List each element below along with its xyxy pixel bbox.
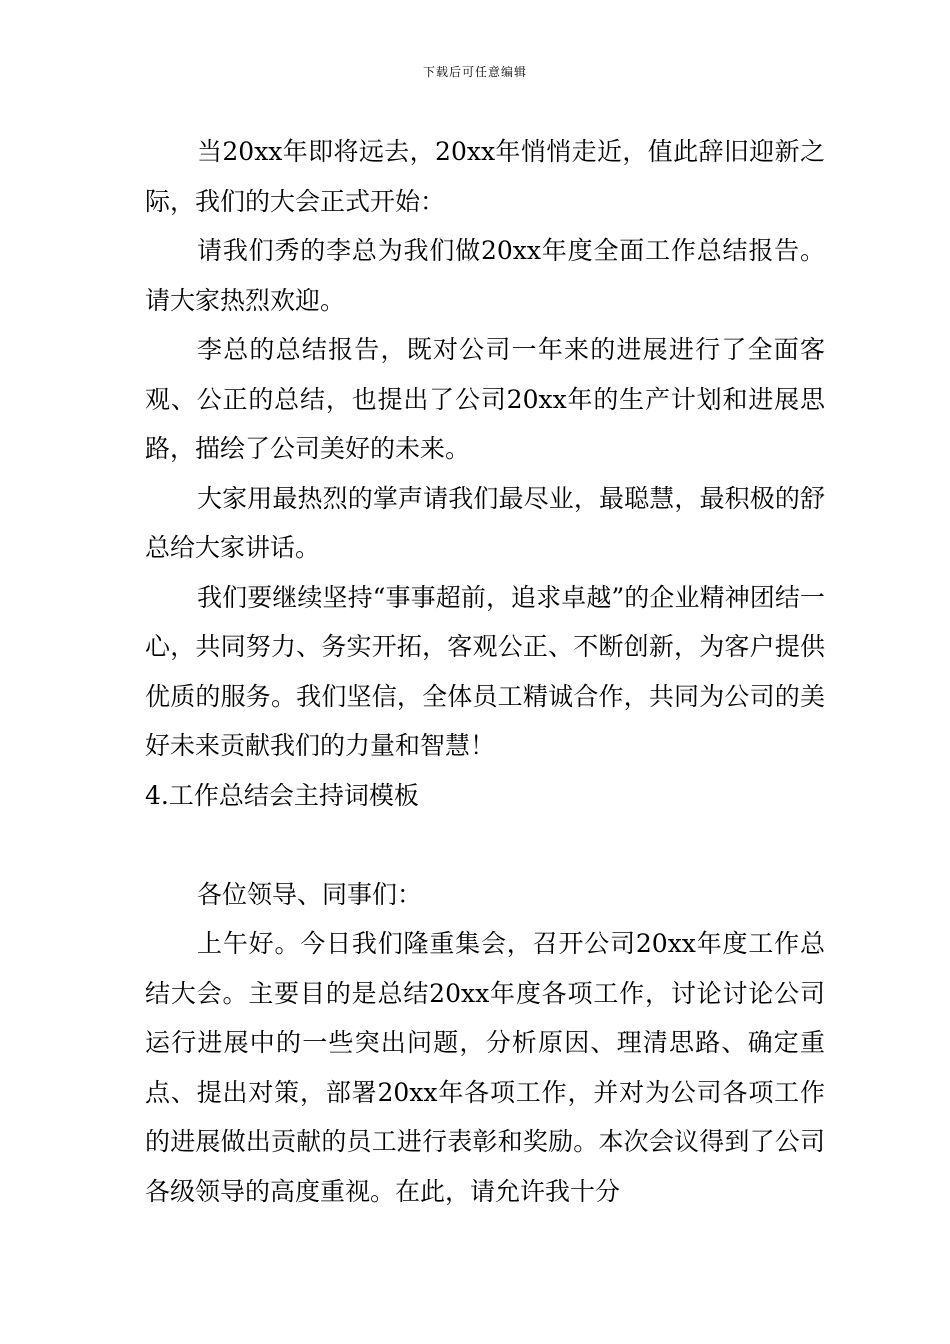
paragraph-report-invite: 请我们秀的李总为我们做20xx年度全面工作总结报告。请大家热烈欢迎。 — [145, 236, 825, 315]
paragraph-opening: 当20xx年即将远去，20xx年悄悄走近，值此辞旧迎新之际，我们的大会正式开始： — [145, 137, 825, 216]
paragraph-closing: 我们要继续坚持“事事超前，追求卓越”的企业精神团结一心，共同努力、务实开拓，客观公正、不断创新，为客户提供优质的服务。我们坚信，全体员工精诚合作，共同为公司的美好未来贡献我们的力量和智慧！ — [145, 582, 825, 760]
paragraph-greeting: 各位领导、同事们： — [197, 879, 423, 909]
section-heading: 4.工作总结会主持词模板 — [145, 780, 419, 810]
paragraph-speech-invite: 大家用最热烈的掌声请我们最尽业，最聪慧，最积极的舒总给大家讲话。 — [145, 483, 825, 562]
document-body — [145, 127, 825, 1216]
page-header: 下载后可任意编辑 — [422, 65, 527, 79]
section-spacer — [145, 820, 825, 870]
paragraph-meeting-intro: 上午好。今日我们隆重集会，召开公司20xx年度工作总结大会。主要目的是总结20xx年度各项工作，讨论讨论公司运行进展中的一些突出问题，分析原因、理清思路、确定重点、提出对策，部署20xx年各项工作，并对为公司各项工作的进展做出贡献的员工进行表彰和奖励。本次会议得到了公司各级领导的高度重视。在此，请允许我十分 — [145, 929, 825, 1206]
paragraph-report-summary: 李总的总结报告，既对公司一年来的进展进行了全面客观、公正的总结，也提出了公司20xx年的生产计划和进展思路，描绘了公司美好的未来。 — [145, 335, 825, 463]
